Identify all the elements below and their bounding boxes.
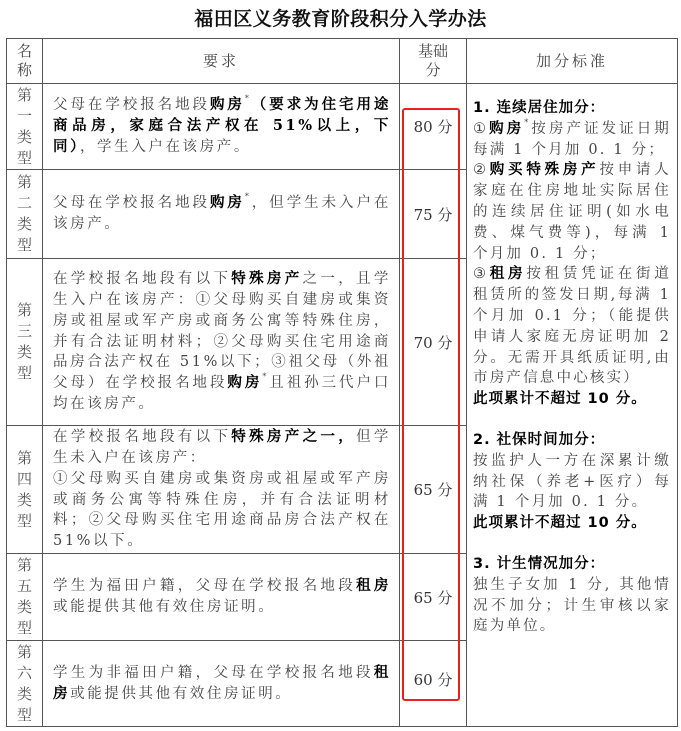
header-requirement: 要求 — [43, 39, 400, 84]
bonus-cap-note: 此项累计不超过 10 分。 — [473, 515, 647, 532]
base-score: 75 分 — [400, 170, 467, 259]
table-row — [7, 84, 678, 170]
points-admission-table — [6, 38, 678, 727]
document-title: 福田区义务教育阶段积分入学办法 — [194, 8, 487, 30]
type-requirement: 学生为非福田户籍，父母在学校报名地段租房或能提供其他有效住房证明。 — [43, 641, 400, 727]
type-requirement: 在学校报名地段有以下特殊房产之一，但学生未入户在该房产： ①父母购买自建房或集资房或祖屋或军产房或商务公寓等特殊住房，并有合法证明材料；②父母购买住宅用途商品房合法产权在 51%以下。 — [43, 426, 400, 554]
bonus-criteria-cell — [467, 84, 678, 727]
base-score: 80 分 — [400, 84, 467, 170]
type-name: 第 二 类 型 — [7, 170, 43, 259]
type-name: 第 五 类 型 — [7, 554, 43, 641]
base-score: 65 分 — [400, 554, 467, 641]
bonus-item: ②购买特殊房产按申请人家庭在住房地址实际居住的连续居住证明(如水电费、煤气费等)，每满 1 个月加 0. 1 分； — [473, 161, 671, 262]
type-requirement: 父母在学校报名地段购房*，但学生未入户在该房产。 — [43, 170, 400, 259]
base-score: 70 分 — [400, 259, 467, 426]
base-score: 65 分 — [400, 426, 467, 554]
type-name: 第 三 类 型 — [7, 259, 43, 426]
type-requirement: 学生为福田户籍，父母在学校报名地段租房或能提供其他有效住房证明。 — [43, 554, 400, 641]
bonus-item: ③租房按租赁凭证在街道租赁所的签发日期,每满 1 个月加 0.1 分；（能提供申请人家庭无房证明加 2 分。无需开具纸质证明,由市房产信息中心核实） — [473, 265, 671, 387]
bonus-cap-note: 此项累计不超过 10 分。 — [473, 391, 647, 408]
base-score: 60 分 — [400, 641, 467, 727]
bonus-section-2-heading: 2. 社保时间加分： — [473, 431, 606, 448]
bonus-item: ①购房*按房产证发证日期每满 1 个月加 0. 1 分； — [473, 117, 672, 158]
type-requirement: 父母在学校报名地段购房*（要求为住宅用途商品房，家庭合法产权在 51%以上，下同），学生入户在该房产。 — [43, 84, 400, 170]
header-row — [7, 39, 678, 84]
type-name: 第 一 类 型 — [7, 84, 43, 170]
header-base-score: 基础 分 — [400, 39, 467, 84]
type-name: 第 六 类 型 — [7, 641, 43, 727]
bonus-item: 独生子女加 1 分, 其他情况不加分；计生审核以家庭为单位。 — [473, 576, 671, 635]
bonus-item: 按监护人一方在深累计缴纳社保（养老+医疗）每满 1 个月加 0. 1 分。 — [473, 452, 671, 511]
type-requirement: 在学校报名地段有以下特殊房产之一，且学生入户在该房产：①父母购买自建房或集资房或祖屋或军产房或商务公寓等特殊住房，并有合法证明材料；②父母购买住宅用途商品房合法产权在 51%以下；③祖父母（外祖父母）在学校报名地段购房*且祖孙三代户口均在该房产。 — [43, 259, 400, 426]
type-name: 第 四 类 型 — [7, 426, 43, 554]
bonus-section-1-heading: 1. 连续居住加分： — [473, 100, 606, 116]
bonus-section-3-heading: 3. 计生情况加分： — [473, 555, 606, 572]
header-name: 名 称 — [7, 39, 43, 84]
header-bonus-criteria: 加分标准 — [467, 39, 678, 84]
